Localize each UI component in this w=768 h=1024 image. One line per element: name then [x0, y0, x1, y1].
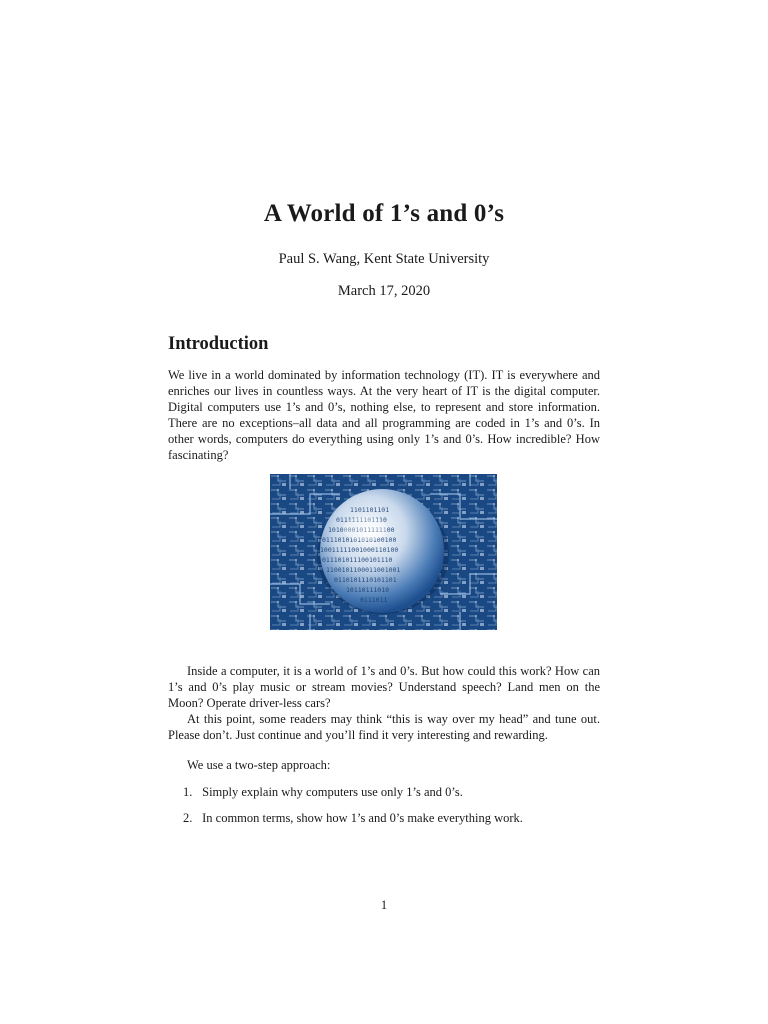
page-number: 1 — [380, 898, 388, 912]
svg-text:0111011: 0111011 — [360, 596, 388, 604]
date-line: March 17, 2020 — [337, 283, 431, 299]
intro-paragraph: We live in a world dominated by information technology (IT). IT is everywhere and enriches our lives in countless ways. At the very heart of IT is the digital computer. Digital computers use 1’s and 0’s, nothing else, to represent and store information. There are no exceptions–all data and all programming are coded in 1’s and 0’s. In other words, computers do everything using only 1’s and 0’s. How incredible? How fascinating? — [168, 368, 600, 462]
list-item-text: Simply explain why computers use only 1’s and 0’s. — [202, 785, 463, 799]
list-item-text: In common terms, show how 1’s and 0’s make everything work. — [202, 811, 523, 825]
svg-text:0110101110101101: 0110101110101101 — [334, 576, 397, 584]
section-heading-introduction: Introduction — [168, 334, 269, 354]
paragraph-3: At this point, some readers may think “this is way over my head” and tune out. Please don’t. Just continue and you’ll find it very interesting and rewarding. — [168, 712, 600, 742]
svg-text:0111010101010100100: 0111010101010100100 — [322, 536, 397, 544]
binary-sphere-image — [270, 474, 497, 630]
svg-text:1100101100011001001: 1100101100011001001 — [326, 566, 401, 574]
paper-title: A World of 1’s and 0’s — [263, 200, 505, 227]
svg-text:10110111010: 10110111010 — [346, 586, 390, 594]
svg-text:10100001011111100: 10100001011111100 — [328, 526, 395, 534]
list-item — [183, 785, 463, 800]
svg-text:1101101101: 1101101101 — [350, 506, 390, 514]
paragraph-2: Inside a computer, it is a world of 1’s and 0’s. But how could this work? How can 1’s and 0’s play music or stream movies? Understand speech? Land men on the Moon? Operate driver-less cars? — [168, 664, 600, 710]
paragraph-4: We use a two-step approach: — [187, 758, 331, 772]
svg-text:011101011100101110: 011101011100101110 — [322, 556, 393, 564]
list-item-number: 2. — [183, 811, 193, 825]
list-item-number: 1. — [183, 785, 193, 799]
svg-text:0111111101110: 0111111101110 — [336, 516, 387, 524]
author-line: Paul S. Wang, Kent State University — [278, 251, 490, 267]
list-item — [183, 811, 523, 826]
svg-text:10011111001000110100: 10011111001000110100 — [320, 546, 399, 554]
binary-sphere-figure — [270, 474, 497, 630]
